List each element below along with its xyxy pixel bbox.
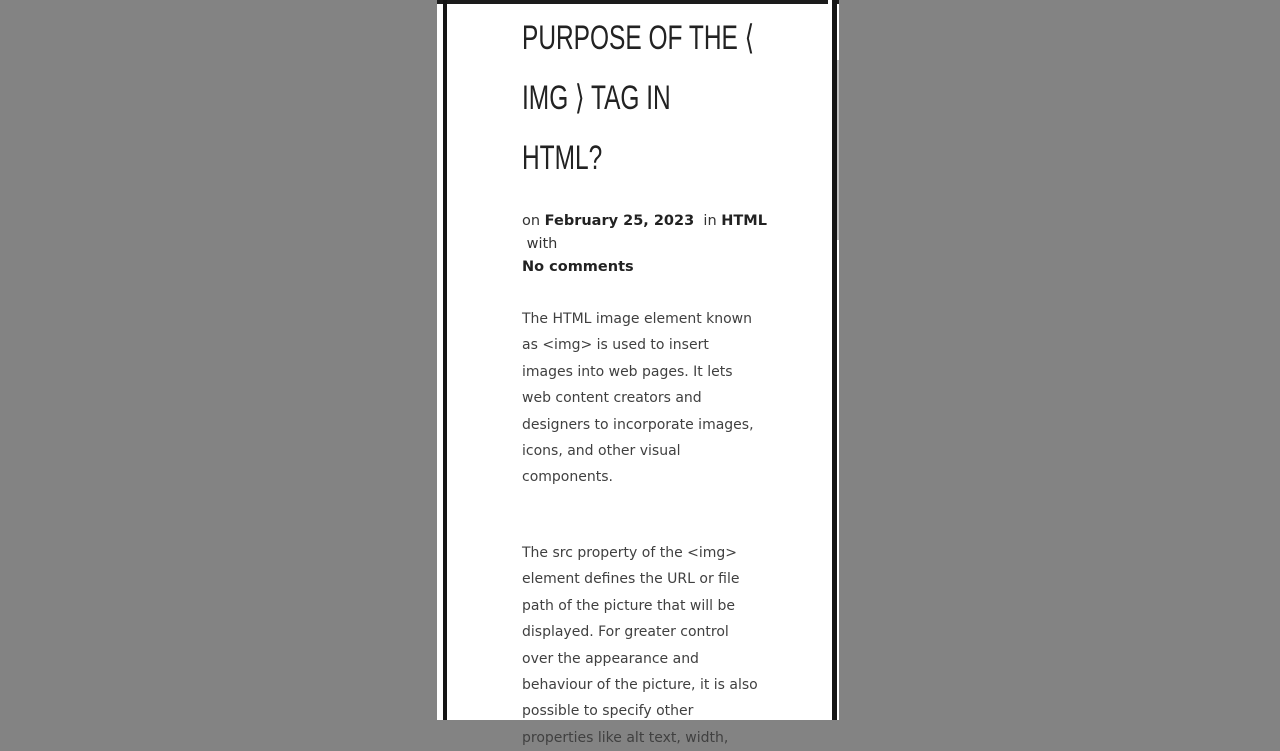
post-date-link[interactable]: February 25, 2023 [544,213,695,229]
frame-left-border [443,0,447,720]
paragraph-2: The src property of the <img> element defines the URL or file path of the picture that will be displayed. For greater control over the appearance and behaviour of the picture, it is also possible to specify other properties like alt text, width, [522,545,758,746]
paragraph-1: The HTML image element known as <img> is used to insert images into web pages. It lets web content creators and designers to incorporate images, icons, and other visual components. [522,311,754,486]
comments-link[interactable]: No comments [522,259,634,275]
meta-on-label: on [522,213,541,229]
phone-screen [437,0,839,746]
article-title: PURPOSE OF THE ⟨ IMG ⟩ TAG IN HTML? [522,19,755,177]
scrollbar-thumb[interactable] [837,60,839,240]
frame-top-border [437,0,839,4]
category-link[interactable]: HTML [721,213,767,229]
post-meta [522,210,767,279]
meta-with-label: with [526,236,558,252]
meta-in-label: in [703,213,717,229]
